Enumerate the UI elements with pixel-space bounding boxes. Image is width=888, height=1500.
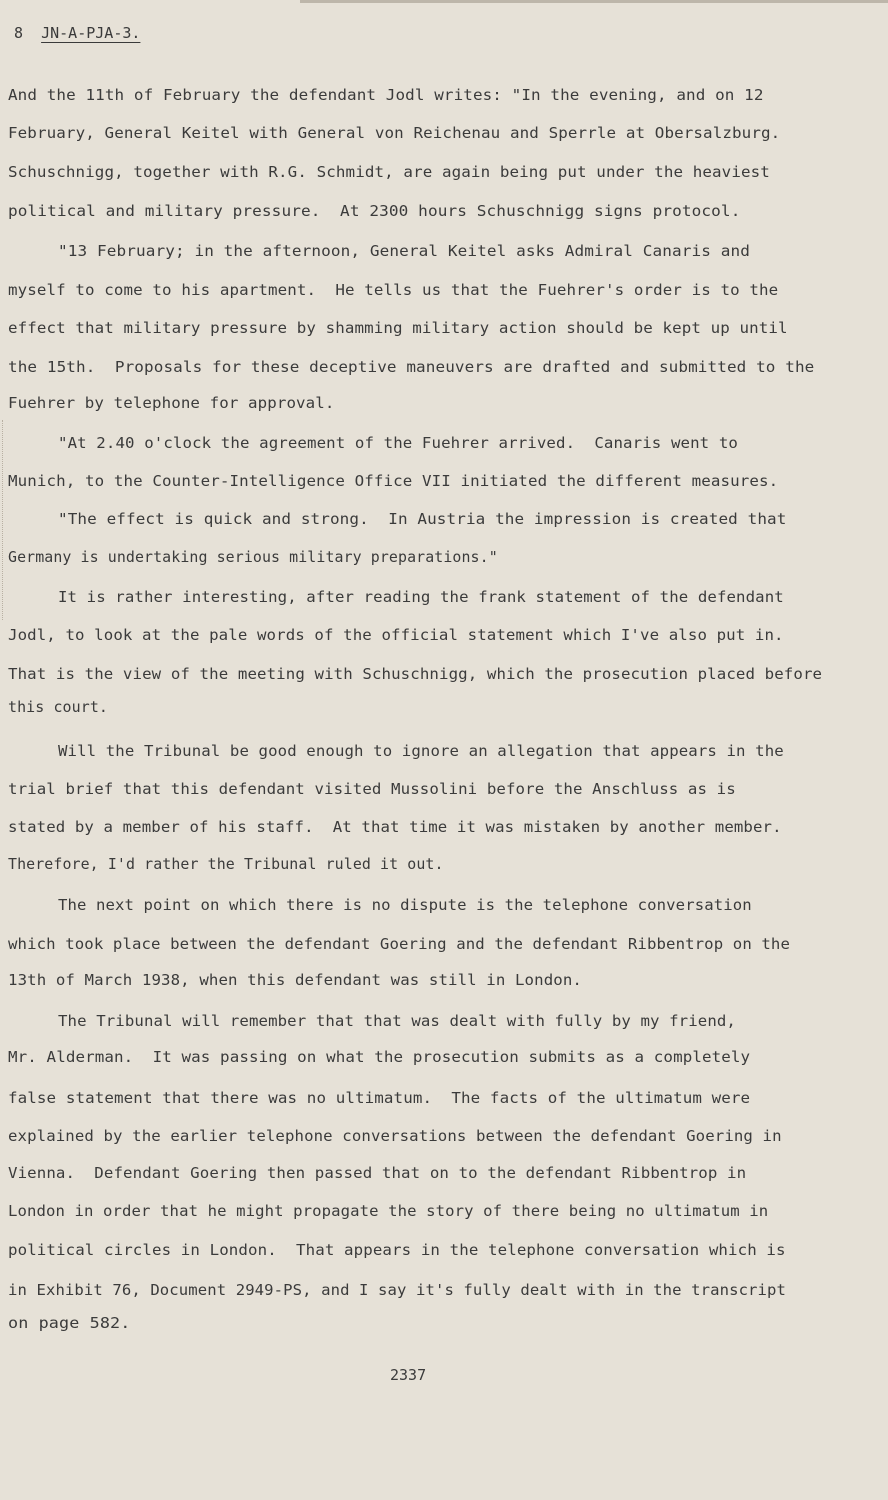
- text-line: The Tribunal will remember that that was dealt with fully by my friend,: [58, 1012, 736, 1030]
- text-line: Germany is undertaking serious military preparations.": [8, 548, 498, 566]
- text-line: myself to come to his apartment. He tells us that the Fuehrer's order is to the: [8, 281, 779, 299]
- text-line: Mr. Alderman. It was passing on what the prosecution submits as a completely: [8, 1048, 751, 1066]
- page-header: [14, 24, 140, 42]
- text-line: The next point on which there is no dispute is the telephone conversation: [58, 896, 752, 914]
- page-top-edge: [300, 0, 888, 3]
- text-line: stated by a member of his staff. At that time it was mistaken by another member.: [8, 818, 782, 836]
- text-line: February, General Keitel with General von Reichenau and Sperrle at Obersalzburg.: [8, 124, 781, 142]
- header-page-number: 8: [14, 24, 24, 42]
- text-line: That is the view of the meeting with Schuschnigg, which the prosecution placed before: [8, 665, 823, 683]
- footer-page-number: 2337: [390, 1366, 427, 1384]
- text-line: 13th of March 1938, when this defendant was still in London.: [8, 971, 582, 989]
- text-line: It is rather interesting, after reading the frank statement of the defendant: [58, 588, 784, 606]
- text-line: explained by the earlier telephone conversations between the defendant Goering in: [8, 1127, 782, 1145]
- text-line: Vienna. Defendant Goering then passed that on to the defendant Ribbentrop in: [8, 1164, 747, 1182]
- text-line: the 15th. Proposals for these deceptive maneuvers are drafted and submitted to the: [8, 358, 815, 376]
- text-line: this court.: [8, 698, 109, 716]
- text-line: on page 582.: [8, 1314, 131, 1332]
- text-line: "The effect is quick and strong. In Austria the impression is created that: [58, 510, 787, 528]
- text-line: political and military pressure. At 2300 hours Schuschnigg signs protocol.: [8, 202, 741, 220]
- margin-mark: [2, 420, 6, 620]
- header-document-code: JN-A-PJA-3.: [41, 24, 141, 42]
- text-line: effect that military pressure by shamming military action should be kept up until: [8, 319, 788, 337]
- text-line: political circles in London. That appears in the telephone conversation which is: [8, 1241, 786, 1259]
- text-line: Jodl, to look at the pale words of the official statement which I've also put in.: [8, 626, 784, 644]
- text-line: "At 2.40 o'clock the agreement of the Fuehrer arrived. Canaris went to: [58, 434, 738, 452]
- text-line: Munich, to the Counter-Intelligence Office VII initiated the different measures.: [8, 472, 779, 490]
- text-line: in Exhibit 76, Document 2949-PS, and I say it's fully dealt with in the transcript: [8, 1281, 787, 1299]
- text-line: "13 February; in the afternoon, General Keitel asks Admiral Canaris and: [58, 242, 750, 260]
- text-line: trial brief that this defendant visited Mussolini before the Anschluss as is: [8, 780, 736, 798]
- text-line: London in order that he might propagate the story of there being no ultimatum in: [8, 1202, 769, 1220]
- text-line: Therefore, I'd rather the Tribunal ruled it out.: [8, 855, 444, 873]
- text-line: Schuschnigg, together with R.G. Schmidt, are again being put under the heaviest: [8, 163, 770, 181]
- text-line: Will the Tribunal be good enough to ignore an allegation that appears in the: [58, 742, 784, 760]
- text-line: And the 11th of February the defendant Jodl writes: "In the evening, and on 12: [8, 86, 764, 104]
- text-line: false statement that there was no ultimatum. The facts of the ultimatum were: [8, 1089, 751, 1107]
- text-line: Fuehrer by telephone for approval.: [8, 394, 335, 412]
- text-line: which took place between the defendant Goering and the defendant Ribbentrop on the: [8, 935, 791, 953]
